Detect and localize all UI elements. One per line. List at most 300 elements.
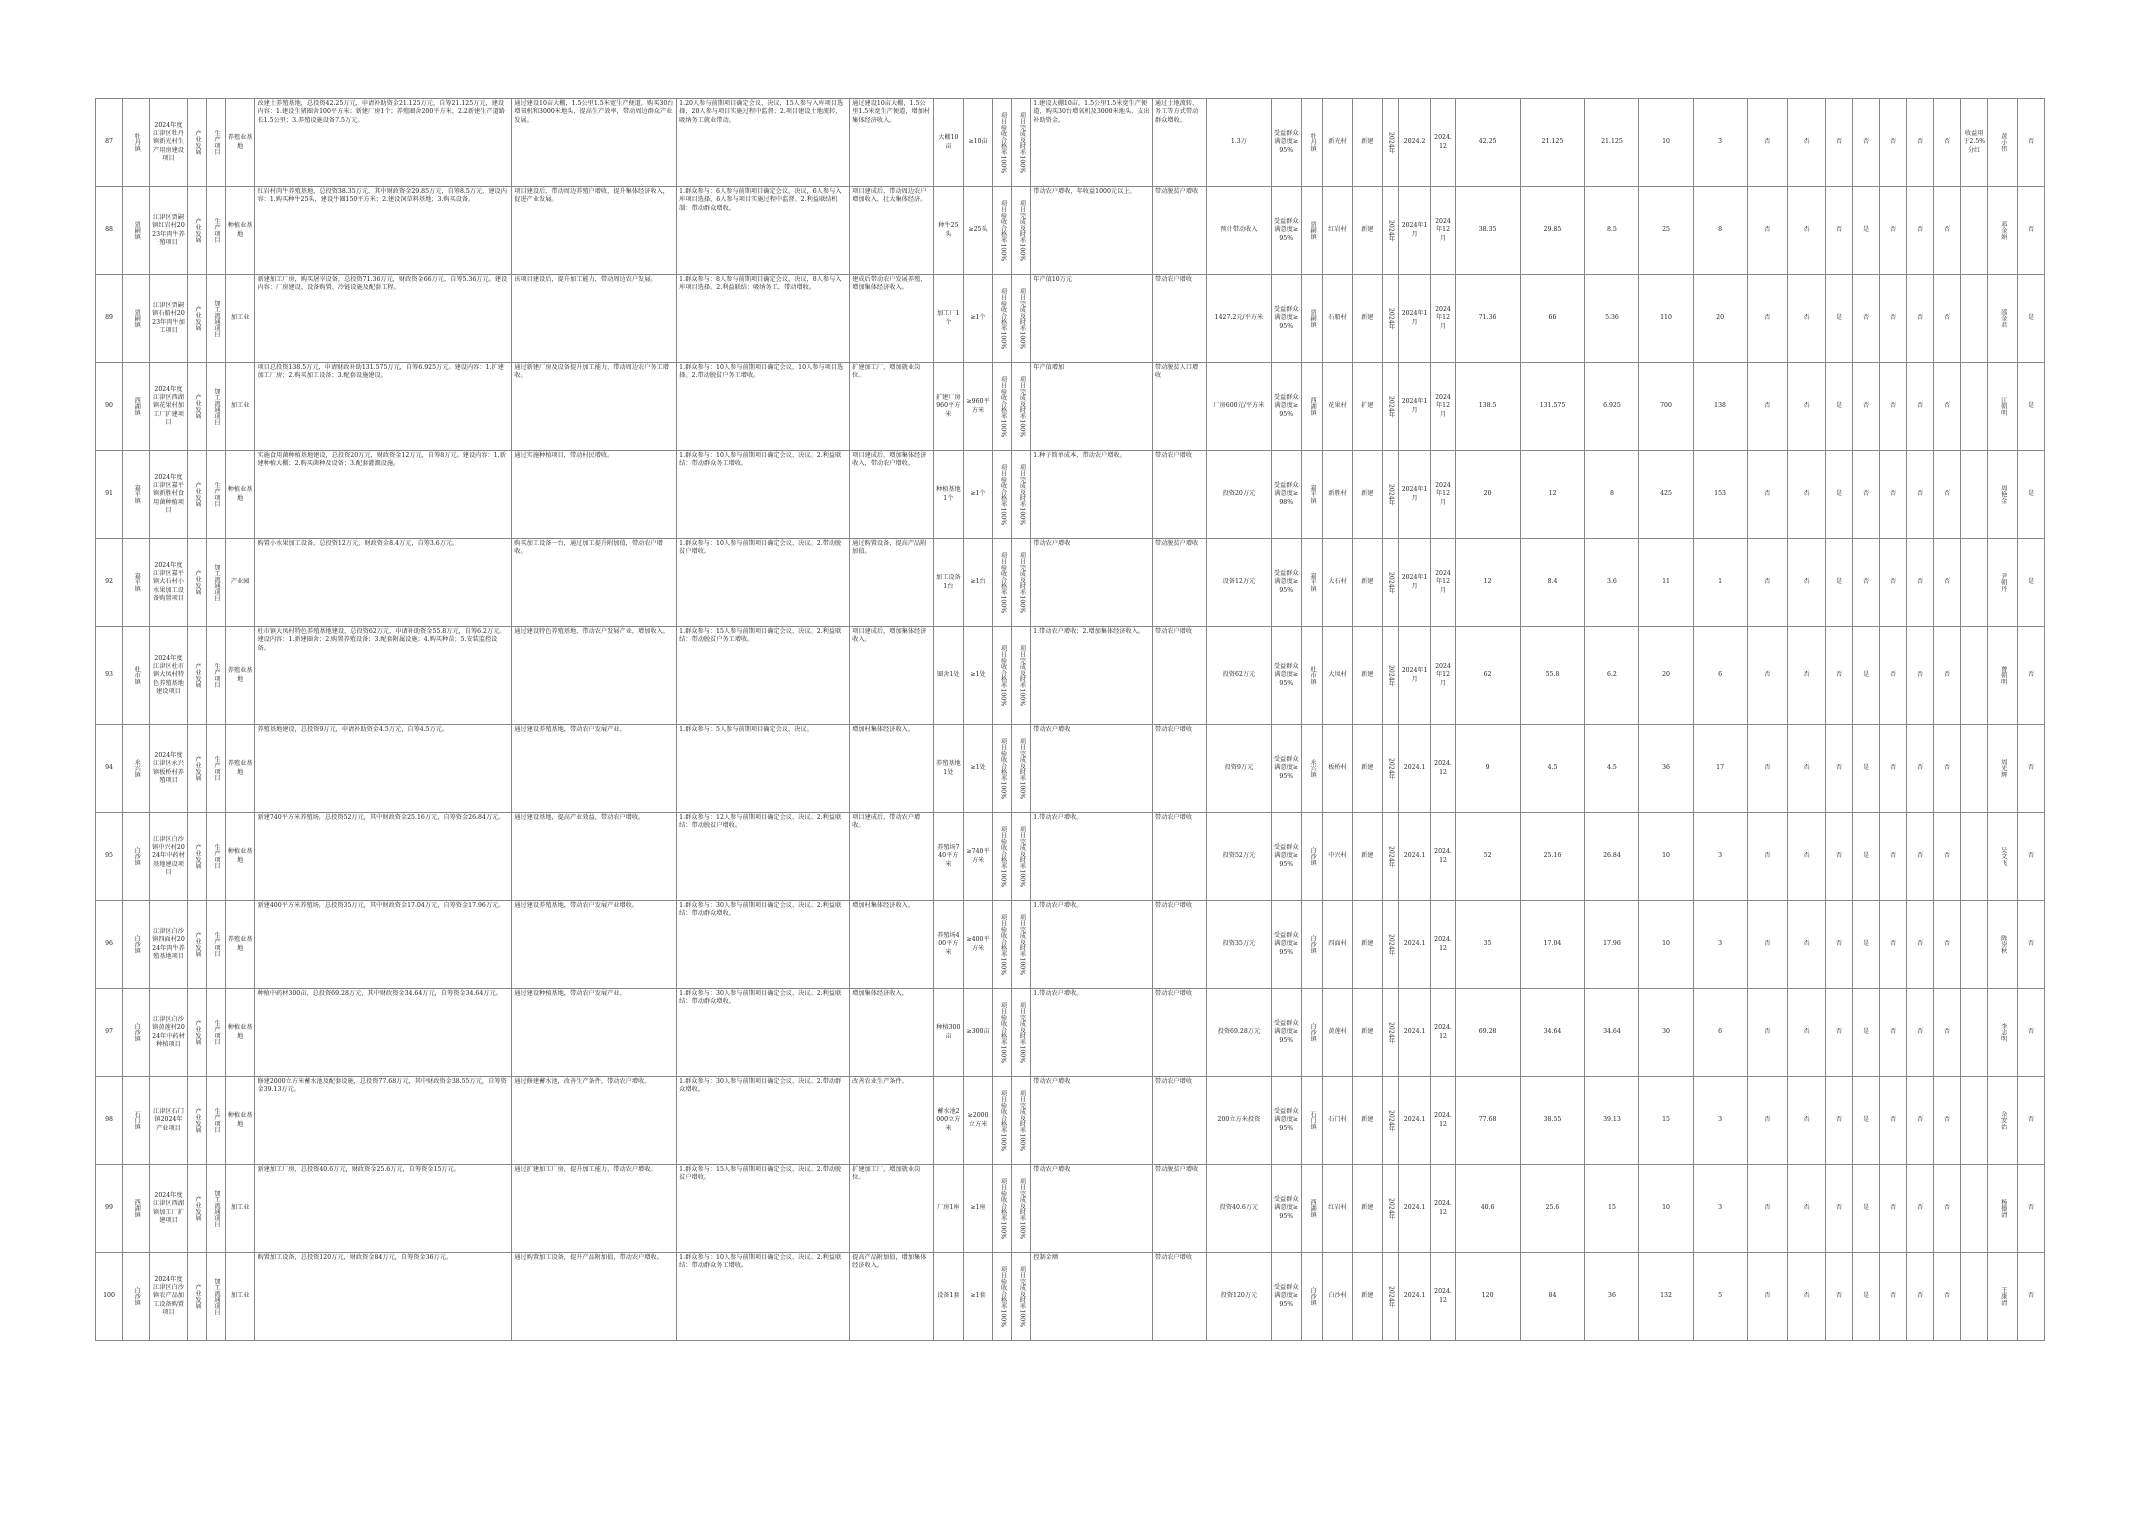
table-cell: 受益群众满意度≥98% [1271,451,1301,539]
table-cell: 杨德清 [1988,1165,2018,1253]
table-cell: 否 [1907,1253,1934,1341]
table-cell: 项目完成及时率100% [1012,627,1031,725]
table-cell: 受益群众满意度≥95% [1271,187,1301,275]
table-cell: 黄小伟 [1988,99,2018,187]
table-cell: 否 [1747,901,1788,989]
table-cell: 生产项目 [206,989,225,1077]
table-cell: 西湖镇 [1301,363,1323,451]
table-cell: 138 [1693,363,1747,451]
table-cell: 否 [1880,725,1907,813]
table-cell: 是 [1826,275,1853,363]
table-cell: 否 [1907,725,1934,813]
table-cell: 否 [1788,539,1826,627]
table-cell: 2024年 [1382,901,1398,989]
table-cell: 加工流通项目 [206,1253,225,1341]
table-cell: 131.575 [1520,363,1585,451]
table-row [96,187,2045,275]
table-cell: 否 [1788,187,1826,275]
table-cell: 30 [1639,989,1693,1077]
table-cell: 否 [1747,725,1788,813]
table-cell: 否 [1934,1253,1961,1341]
table-cell: 2024.12 [1431,1165,1455,1253]
table-cell [1961,989,1988,1077]
table-cell: 加工流通项目 [206,1165,225,1253]
table-cell: 新建 [1352,901,1382,989]
table-cell: 否 [1788,989,1826,1077]
table-cell: 否 [1826,1077,1853,1165]
table-cell: 3 [1693,1165,1747,1253]
table-cell: 种植业基地 [225,187,255,275]
table-cell: ≥1个 [963,275,993,363]
table-cell: 年产值10万元 [1031,275,1153,363]
table-cell: 预计带动收入 [1206,187,1271,275]
table-cell: 通过实施种植项目，带动村民增收。 [512,451,677,539]
table-cell: 产业发展 [187,451,206,539]
table-cell: 受益群众满意度≥95% [1271,1077,1301,1165]
table-cell: 55.8 [1520,627,1585,725]
table-cell: 项目完成及时率100% [1012,1253,1031,1341]
table-cell: 尹朝丹 [1988,539,2018,627]
table-cell: 否 [2017,627,2044,725]
table-cell: 2024年 [1382,1077,1398,1165]
table-cell: 王康清 [1988,1253,2018,1341]
table-cell: 10 [1639,901,1693,989]
table-cell: 2024.1 [1398,989,1430,1077]
table-cell: 加工业 [225,363,255,451]
table-cell: 项目验收合格率100% [993,1253,1012,1341]
table-cell: 受益群众满意度≥95% [1271,539,1301,627]
table-cell: 带动脱贫户增收 [1152,539,1206,627]
table-cell: 新建 [1352,1077,1382,1165]
table-cell: 通过购置加工设备，提升产品附加值，带动农户增收。 [512,1253,677,1341]
table-cell: 否 [1880,1165,1907,1253]
table-cell: 否 [1880,275,1907,363]
table-cell: 项目完成及时率100% [1012,539,1031,627]
table-cell: 中兴村 [1323,813,1353,901]
table-cell: 否 [1934,627,1961,725]
table-cell: 是 [1853,901,1880,989]
table-cell: 项目完成及时率100% [1012,901,1031,989]
table-cell: 带动脱贫户增收 [1152,187,1206,275]
table-cell: 年产值增加 [1031,363,1153,451]
table-cell: 6.2 [1585,627,1639,725]
table-cell: 否 [1747,989,1788,1077]
table-cell: 2024年度江津区嘉平镇新胜村食用菌种植项目 [150,451,188,539]
table-cell: 否 [1853,451,1880,539]
table-cell: 受益群众满意度≥95% [1271,813,1301,901]
table-cell: 通过购置设备，提高产品附加值。 [850,539,934,627]
table-cell: 嘉平镇 [123,539,150,627]
table-cell: 否 [1747,1165,1788,1253]
table-cell: 四面村 [1323,901,1353,989]
table-cell: 扩建 [1352,363,1382,451]
table-cell: 修建2000立方米蓄水池及配套设施，总投资77.68万元，其中财政资金38.55万元，自筹资金39.13万元。 [255,1077,512,1165]
table-cell: 否 [2017,1077,2044,1165]
table-cell: 项目完成及时率100% [1012,989,1031,1077]
table-cell: 3.6 [1585,539,1639,627]
table-cell: 否 [1747,99,1788,187]
table-cell: 99 [96,1165,123,1253]
table-cell: 扩建加工厂，增加就业岗位。 [850,363,934,451]
table-cell: 项目验收合格率100% [993,901,1012,989]
table-cell: 贾嗣镇 [123,275,150,363]
table-cell: 项目验收合格率100% [993,99,1012,187]
table-cell: 扩建厂房960平方米 [933,363,963,451]
table-cell: 杜市镇 [1301,627,1323,725]
table-cell: 否 [1747,363,1788,451]
table-cell: 新建740平方米养殖场，总投资52万元，其中财政资金25.16万元，自筹资金26.84万元。 [255,813,512,901]
table-cell: 2024年 [1382,451,1398,539]
table-cell: 5.36 [1585,275,1639,363]
table-cell: 改建土养殖基地，总投资42.25万元，申请补助资金21.125万元，自筹21.125万元，建设内容：1.建设生猪圈舍100平方米；新建厂房1个；养殖圈舍200平方米，2.2新建生产道路长1.5公里；3.养殖设施设备7.5万元。 [255,99,512,187]
table-cell: 34.64 [1585,989,1639,1077]
table-cell: 产业发展 [187,1253,206,1341]
table-cell: 15 [1585,1165,1639,1253]
table-cell: 100 [96,1253,123,1341]
table-cell: 产业发展 [187,187,206,275]
table-cell [1961,363,1988,451]
table-cell: 120 [1455,1253,1520,1341]
table-cell: 新胜村 [1323,451,1353,539]
table-cell: 江津区白沙镇四面村2024年肉牛养殖基地项目 [150,901,188,989]
table-cell: 加工业 [225,1165,255,1253]
table-cell: 受益群众满意度≥95% [1271,99,1301,187]
table-cell: 带动农户增收 [1152,627,1206,725]
table-cell: 新建 [1352,627,1382,725]
table-cell: 江津区白沙镇中兴村2024年中药材基地建设项目 [150,813,188,901]
table-cell: 是 [1853,627,1880,725]
table-cell: ≥960平方米 [963,363,993,451]
table-cell: 否 [1934,725,1961,813]
table-cell: 否 [1826,989,1853,1077]
table-cell: 97 [96,989,123,1077]
table-cell: 是 [2017,363,2044,451]
table-cell: 否 [1934,1077,1961,1165]
table-cell: 新建 [1352,187,1382,275]
table-cell: 11 [1639,539,1693,627]
table-cell: 养殖基地1处 [933,725,963,813]
table-cell: 购置加工设备，总投资120万元，财政资金84万元，自筹资金36万元。 [255,1253,512,1341]
table-cell: 种植业基地 [225,1077,255,1165]
table-cell: 34.64 [1520,989,1585,1077]
table-cell: 6.925 [1585,363,1639,451]
table-cell: 2024年1月 [1398,451,1430,539]
table-cell: 否 [1880,539,1907,627]
table-cell: 否 [1907,901,1934,989]
table-cell: 圈舍1处 [933,627,963,725]
table-cell: 1.群众参与：6人参与前期项目确定会议、决议，6人参与入库项目选择，6人参与项目实施过程中监督。2.利益联结机制：带动群众增收。 [677,187,850,275]
table-cell: 否 [1880,363,1907,451]
table-cell: 否 [1934,275,1961,363]
table-cell: 1.群众参与：5人参与前期项目确定会议、决议。 [677,725,850,813]
table-cell: 1.种子简单成本，带动农户增收。 [1031,451,1153,539]
table-cell: 项目建成后，带动周边农户增加收入，壮大集体经济。 [850,187,934,275]
table-cell: 2024年 [1382,989,1398,1077]
table-cell: 养殖业基地 [225,627,255,725]
table-cell: 建成后带动农户发展养殖，增加集体经济收入。 [850,275,934,363]
table-cell: 否 [1747,627,1788,725]
table-cell: 2024年1月 [1398,275,1430,363]
table-cell: 35 [1455,901,1520,989]
table-cell: 带动农户增收 [1152,1077,1206,1165]
table-row [96,99,2045,187]
table-cell: 1.群众参与：10人参与前期项目确定会议、决议。2.带动脱贫户增收。 [677,539,850,627]
table-cell: 投资120万元 [1206,1253,1271,1341]
table-cell: 受益群众满意度≥95% [1271,627,1301,725]
table-cell: 1.建设大棚10亩，1.5公里1.5米宽生产便道，购买30台增氧机及3000米地头，支出补助资金。 [1031,99,1153,187]
table-cell: 种牛25头 [933,187,963,275]
table-cell: 带动农户增收 [1031,725,1153,813]
table-cell: 增加集体经济收入。 [850,989,934,1077]
table-cell: 否 [2017,1165,2044,1253]
table-cell: 2024.1 [1398,901,1430,989]
table-cell: 项目验收合格率100% [993,1077,1012,1165]
table-cell: 石船村 [1323,275,1353,363]
table-cell: 产业发展 [187,627,206,725]
table-cell: 否 [1826,725,1853,813]
table-row [96,539,2045,627]
table-cell: 否 [1880,1077,1907,1165]
table-cell: 2024年度江津区西湖镇花果村加工厂扩建项目 [150,363,188,451]
table-cell: 84 [1520,1253,1585,1341]
table-cell: ≥1台 [963,539,993,627]
table-cell: 2024.1 [1398,1165,1430,1253]
table-cell: 江朝明 [1988,363,2018,451]
table-cell: 周艳金 [1988,451,2018,539]
table-cell: 17.96 [1585,901,1639,989]
table-cell: 该项目建设后，提升加工能力，带动周边农户发展。 [512,275,677,363]
table-cell: 否 [1934,187,1961,275]
table-cell: 2024年1月 [1398,363,1430,451]
table-cell: 2024年度江津区牡丹镇新光村生产用房建设项目 [150,99,188,187]
table-row [96,275,2045,363]
table-cell: 20 [1639,627,1693,725]
table-cell: 养殖基地建设，总投资9万元，申请补助资金4.5万元，自筹4.5万元。 [255,725,512,813]
table-cell: 否 [1880,813,1907,901]
table-cell: 否 [1907,99,1934,187]
table-cell: 否 [1853,275,1880,363]
table-cell: 项目建成后，增加集体经济收入。 [850,627,934,725]
table-cell: 62 [1455,627,1520,725]
table-cell: 周光辉 [1988,725,2018,813]
table-cell: 增加村集体经济收入。 [850,725,934,813]
table-cell: 带动农户增收 [1152,813,1206,901]
table-cell: 否 [1907,1165,1934,1253]
table-cell: 项目验收合格率100% [993,363,1012,451]
table-cell: 15 [1639,1077,1693,1165]
table-cell: 否 [1747,275,1788,363]
table-cell: 杜市镇 [123,627,150,725]
table-cell: 700 [1639,363,1693,451]
table-cell: 否 [1934,451,1961,539]
table-cell: 1.群众参与：12人参与前期项目确定会议、决议。2.利益联结：带动脱贫户增收。 [677,813,850,901]
table-cell: 项目总投资138.5万元，申请财政补助131.575万元，自筹6.925万元。建设内容：1.扩建加工厂房；2.购买加工设备；3.配套设施建设。 [255,363,512,451]
table-cell: 是 [2017,275,2044,363]
table-cell: ≥740平方米 [963,813,993,901]
table-cell: 1.带动农户增收。 [1031,813,1153,901]
table-cell [1961,539,1988,627]
table-cell: 新建 [1352,725,1382,813]
table-cell: 2024.12 [1431,989,1455,1077]
table-cell: 项目建成后，增加集体经济收入，带动农户增收。 [850,451,934,539]
table-cell: 2024.12 [1431,725,1455,813]
table-cell: 曾朝明 [1988,627,2018,725]
table-cell: 1.群众参与：10人参与前期项目确定会议、决议。2.利益联结：带动群众务工增收。 [677,1253,850,1341]
table-cell: 项目验收合格率100% [993,187,1012,275]
table-cell: 21.125 [1520,99,1585,187]
table-cell [1961,725,1988,813]
table-cell: 否 [1747,187,1788,275]
table-cell: 否 [1880,451,1907,539]
table-cell: 是 [1853,813,1880,901]
document-page [95,98,2045,1383]
table-cell: 否 [1826,1165,1853,1253]
table-cell: 是 [2017,451,2044,539]
table-row [96,725,2045,813]
table-cell: 25.6 [1520,1165,1585,1253]
table-cell: 2024.1 [1398,1077,1430,1165]
table-cell: 2024年12月 [1431,627,1455,725]
table-cell: 2024年度江津区永兴镇板桥村养殖项目 [150,725,188,813]
table-cell: 产业发展 [187,275,206,363]
table-cell: 新建 [1352,539,1382,627]
table-cell: 否 [1934,539,1961,627]
table-cell: 36 [1639,725,1693,813]
table-cell: 新建加工厂房，购买屠宰设备，总投资71.36万元，财政资金66万元，自筹5.36万元。建设内容：厂房建设、设备购置、冷链设施及配套工程。 [255,275,512,363]
table-cell: 10 [1639,813,1693,901]
table-cell: 带动农户增收 [1152,989,1206,1077]
table-cell: 带动农户增收 [1031,1165,1153,1253]
table-cell: 2024.12 [1431,1253,1455,1341]
table-cell: 白沙镇 [123,989,150,1077]
table-cell: 2024.2 [1398,99,1430,187]
table-cell: 否 [1747,1077,1788,1165]
table-cell: 69.28 [1455,989,1520,1077]
table-cell: 新建 [1352,989,1382,1077]
table-cell: 项目完成及时率100% [1012,451,1031,539]
table-cell: 增加村集体经济收入。 [850,901,934,989]
table-cell: 否 [1788,901,1826,989]
table-cell: 1.群众参与：30人参与前期项目确定会议、决议。2.利益联结：带动群众增收。 [677,989,850,1077]
table-cell: 94 [96,725,123,813]
table-cell: 产业发展 [187,1165,206,1253]
table-cell: 产业发展 [187,1077,206,1165]
table-cell: 新建加工厂房，总投资40.6万元，财政资金25.6万元，自筹资金15万元。 [255,1165,512,1253]
table-cell: 贾嗣镇 [123,187,150,275]
table-cell: 87 [96,99,123,187]
table-cell: 425 [1639,451,1693,539]
table-cell: 否 [2017,725,2044,813]
table-cell: 加工设备1台 [933,539,963,627]
table-cell: 2024.12 [1431,813,1455,901]
project-table [95,98,2045,1341]
table-cell: 受益群众满意度≥95% [1271,1165,1301,1253]
table-cell: 投资35万元 [1206,901,1271,989]
table-cell: 贾嗣镇 [1301,187,1323,275]
table-cell: 受益群众满意度≥95% [1271,1253,1301,1341]
table-cell: 通过新建厂房及设备提升加工能力，带动周边农户务工增收。 [512,363,677,451]
table-cell: 嘉平镇 [123,451,150,539]
table-cell: 加工流通项目 [206,363,225,451]
table-cell: 否 [1934,99,1961,187]
table-cell: 17.04 [1520,901,1585,989]
table-cell: 否 [1826,813,1853,901]
table-cell: 白沙镇 [1301,989,1323,1077]
table-cell: 否 [1907,275,1934,363]
table-cell: 9 [1455,725,1520,813]
table-cell: 带动农户增收 [1031,1077,1153,1165]
table-cell: 否 [1747,451,1788,539]
table-cell: 否 [1747,813,1788,901]
table-cell: 种植中药材300亩，总投资69.28万元，其中财政资金34.64万元，自筹资金34.64万元。 [255,989,512,1077]
table-cell: 42.25 [1455,99,1520,187]
table-cell: 否 [1826,627,1853,725]
table-cell: 通过修建蓄水池，改善生产条件，带动农户增收。 [512,1077,677,1165]
table-cell: 通过扩建加工厂房，提升加工能力，带动农户增收。 [512,1165,677,1253]
table-cell: 1.群众参与：30人参与前期项目确定会议、决议。2.带动群众增收。 [677,1077,850,1165]
table-cell: 2024.12 [1431,1077,1455,1165]
table-cell: 否 [1934,901,1961,989]
table-cell: 项目完成及时率100% [1012,99,1031,187]
table-cell: 6 [1693,989,1747,1077]
table-cell: 否 [1788,275,1826,363]
table-cell: 1.群众参与：8人参与前期项目确定会议、决议，8人参与入库项目选择。2.利益联结：吸纳务工，带动增收。 [677,275,850,363]
table-cell: 是 [1853,1077,1880,1165]
table-cell: 200立方米投资 [1206,1077,1271,1165]
table-cell: 项目验收合格率100% [993,1165,1012,1253]
table-cell: 1.带动农户增收；2.增加集体经济收入。 [1031,627,1153,725]
table-cell: 否 [1788,451,1826,539]
table-cell: 否 [2017,1253,2044,1341]
table-cell: 带动农户增收 [1152,1253,1206,1341]
table-cell: 否 [1907,813,1934,901]
table-cell: 白沙村 [1323,1253,1353,1341]
table-cell: 否 [2017,989,2044,1077]
table-cell: 2024年 [1382,187,1398,275]
table-cell: 新建 [1352,813,1382,901]
table-cell: 西湖镇 [123,1165,150,1253]
table-cell: 项目完成及时率100% [1012,725,1031,813]
table-cell: 产业发展 [187,901,206,989]
table-cell: 带动农户增收 [1152,275,1206,363]
table-cell: 项目建成后，带动农户增收。 [850,813,934,901]
table-cell: 否 [1880,187,1907,275]
table-cell: 2024年度江津区西湖镇加工厂扩建项目 [150,1165,188,1253]
table-row [96,451,2045,539]
table-cell: 通过建设基地，提高产业效益，带动农户增收。 [512,813,677,901]
table-cell [1961,1165,1988,1253]
table-cell: 产业发展 [187,989,206,1077]
table-cell: 设备1套 [933,1253,963,1341]
table-cell: 江津区贾嗣镇石船村2023年肉牛加工项目 [150,275,188,363]
table-cell: 项目验收合格率100% [993,451,1012,539]
table-cell: 嘉平镇 [1301,539,1323,627]
table-cell: 嘉平镇 [1301,451,1323,539]
table-row [96,363,2045,451]
table-cell: 否 [1880,99,1907,187]
table-cell: 2024.12 [1431,901,1455,989]
table-cell: 加工业 [225,275,255,363]
table-cell: 新建 [1352,1165,1382,1253]
table-cell: 25 [1639,187,1693,275]
table-cell: 153 [1693,451,1747,539]
table-cell: 投资69.28万元 [1206,989,1271,1077]
table-cell [1961,1253,1988,1341]
table-cell: 25.16 [1520,813,1585,901]
table-cell: 2024.1 [1398,813,1430,901]
table-cell: 实施食用菌种植基地建设，总投资20万元，财政资金12万元，自筹8万元。建设内容：1.新建种植大棚；2.购买菌种及设备；3.配套灌溉设施。 [255,451,512,539]
table-cell: 4.5 [1520,725,1585,813]
